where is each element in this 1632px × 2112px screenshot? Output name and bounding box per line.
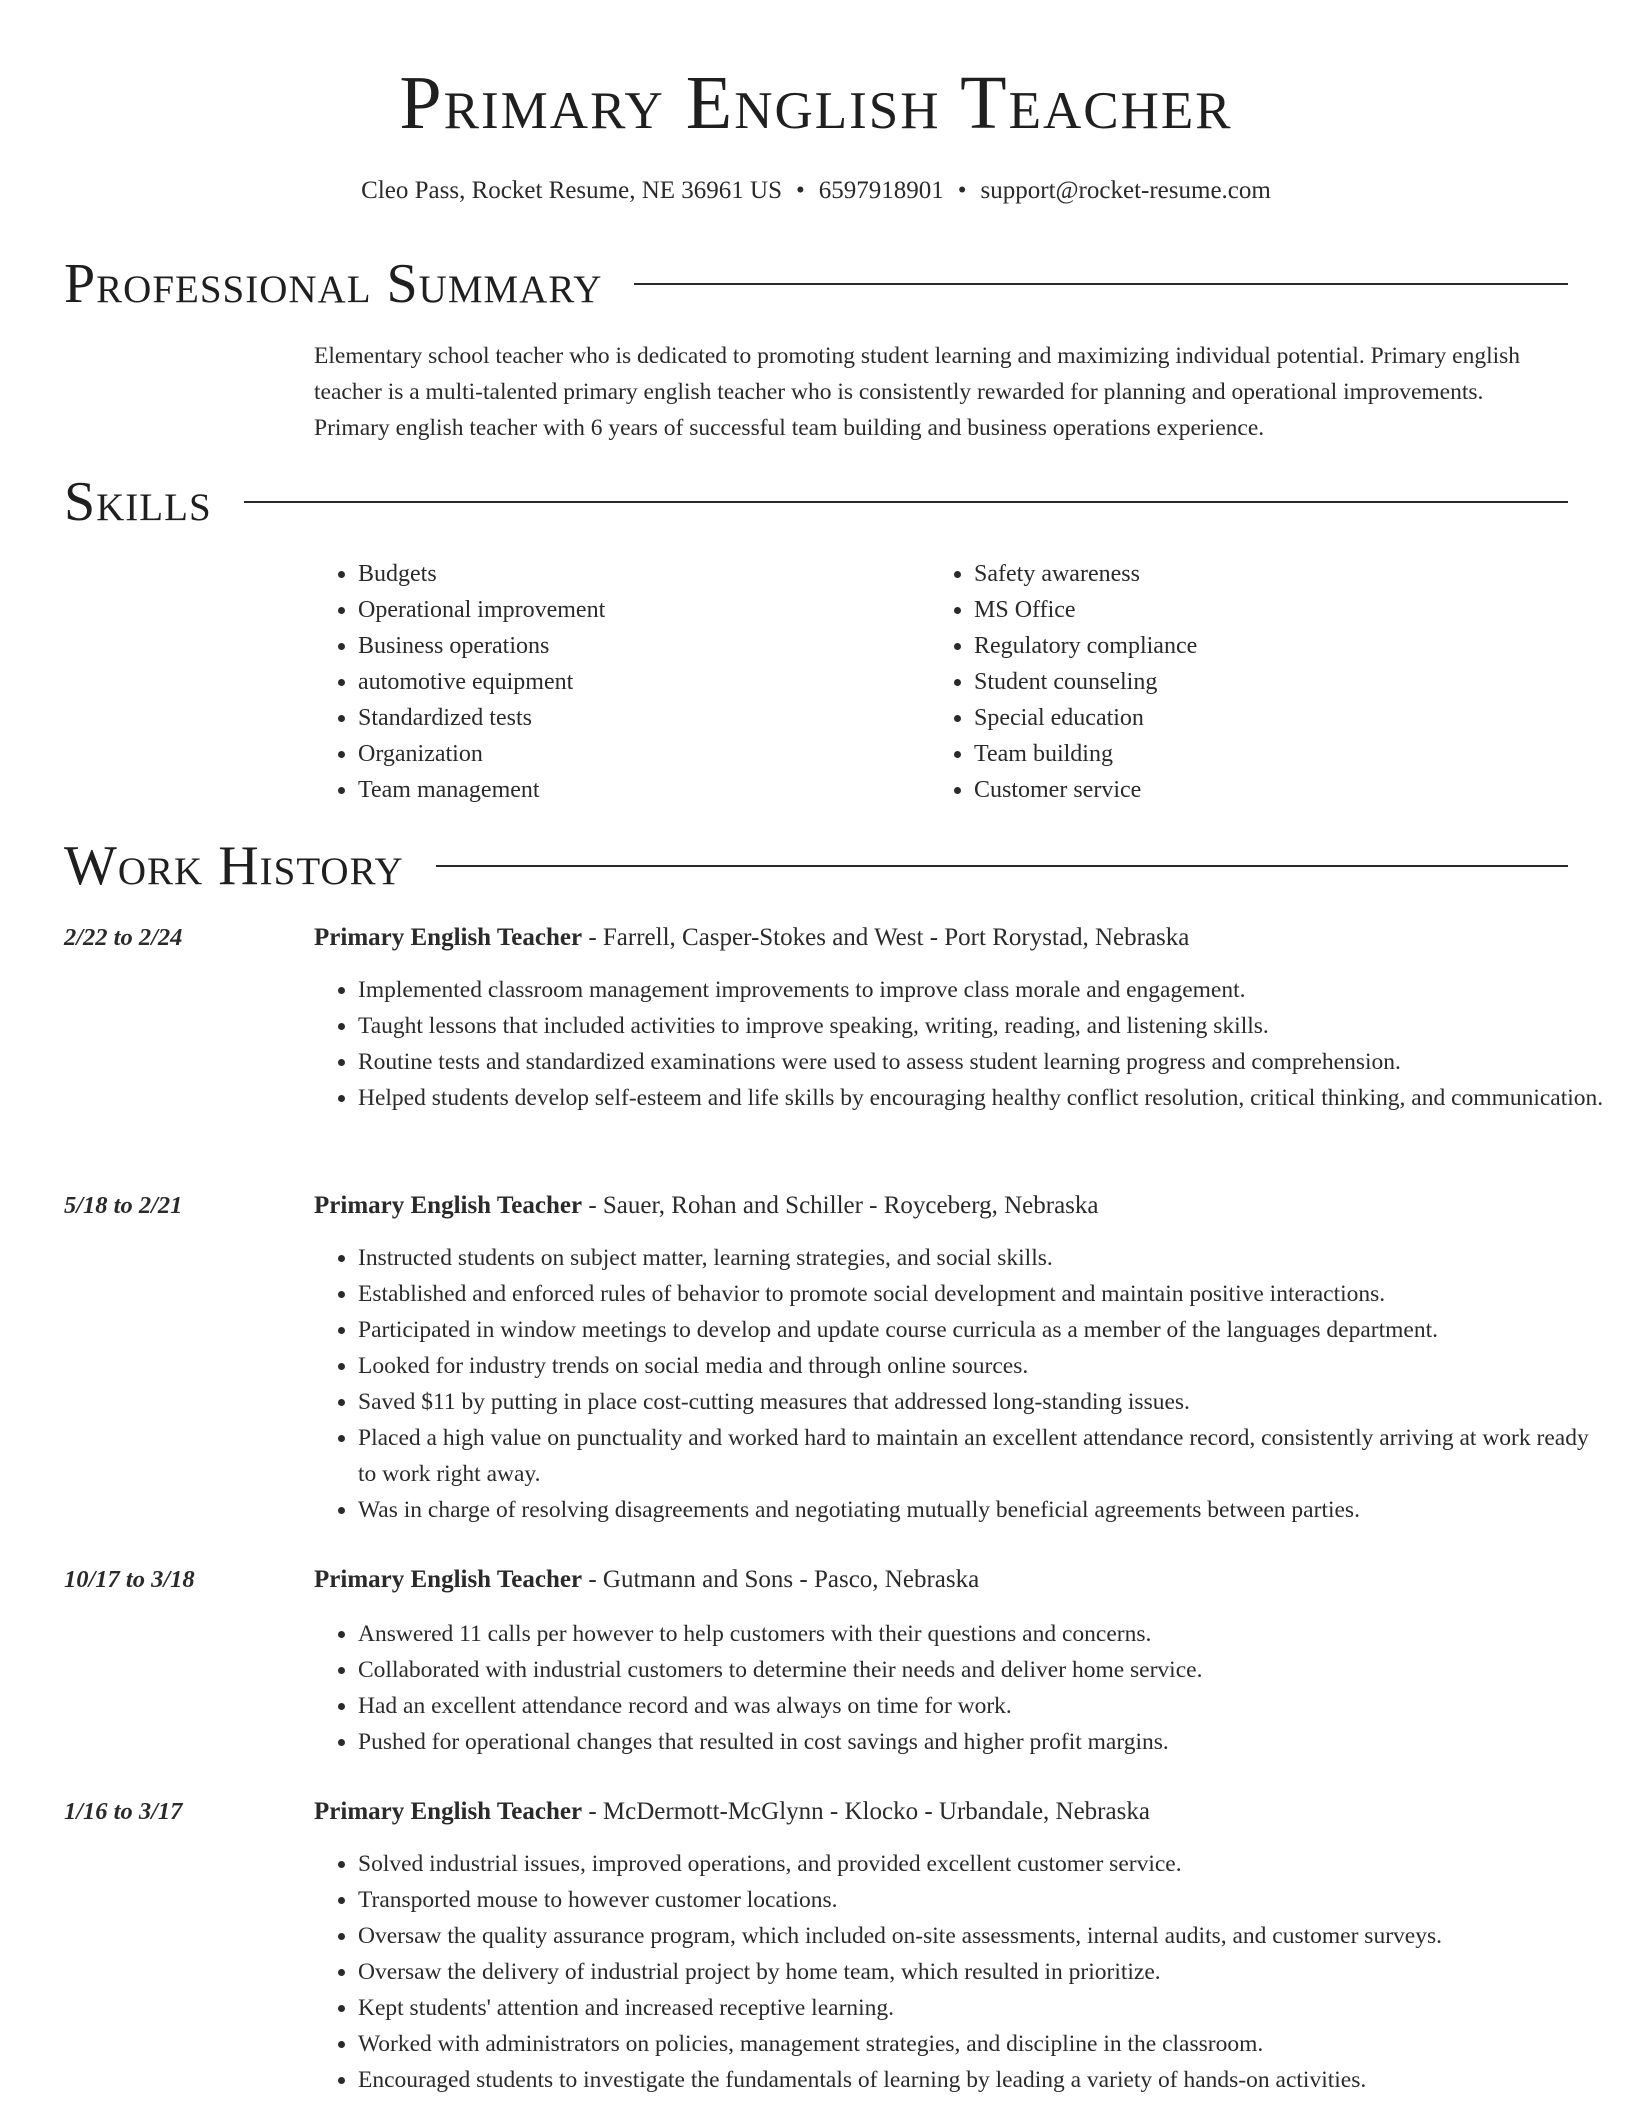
job-header <box>314 1794 1564 1830</box>
job-bullet: • Implemented classroom management improvements to improve class morale and engagement. <box>358 972 1608 1008</box>
skills-list-left <box>314 556 918 808</box>
summary-text: Elementary school teacher who is dedicated to promoting student learning and maximizing individual potential. Primary english teacher is a multi-talented primary english teacher who is consistently rewarded for planning and operational improvements. Primary english teacher with 6 years of successful team building and business operations experience. <box>314 343 1521 441</box>
job-company: - Gutmann and Sons - Pasco, Nebraska <box>582 1566 980 1593</box>
skill-item: • Budgets <box>358 556 918 592</box>
skill-item: • MS Office <box>974 592 1534 628</box>
skills-section-header <box>64 470 1568 534</box>
skill-item: • Standardized tests <box>358 700 918 736</box>
contact-email[interactable]: support@rocket-resume.com <box>980 177 1271 204</box>
job-bullet: • Saved $11 by putting in place cost-cutting measures that addressed long-standing issues. <box>358 1384 1608 1420</box>
job-title: Primary English Teacher <box>314 1566 583 1593</box>
job-bullet: • Pushed for operational changes that resulted in cost savings and higher profit margins. <box>358 1724 1608 1760</box>
job-bullet-list <box>314 972 1608 1116</box>
skill-item: • Operational improvement <box>358 592 918 628</box>
job-bullet: • Solved industrial issues, improved operations, and provided excellent customer service. <box>358 1846 1608 1882</box>
job-bullet: • Instructed students on subject matter, learning strategies, and social skills. <box>358 1240 1608 1276</box>
job-dates: 10/17 to 3/18 <box>64 1566 195 1593</box>
skill-item: • Student counseling <box>974 664 1534 700</box>
work-heading: Work History <box>64 835 404 897</box>
job-bullet: • Helped students develop self-esteem and life skills by encouraging healthy conflict resolution, critical thinking, and communication. <box>358 1080 1608 1116</box>
job-dates: 5/18 to 2/21 <box>64 1192 183 1219</box>
job-header <box>314 920 1564 956</box>
job-header <box>314 1562 1564 1598</box>
job-company: - Sauer, Rohan and Schiller - Royceberg, Nebraska <box>582 1192 1099 1219</box>
job-title: Primary English Teacher <box>314 924 583 951</box>
skill-item: • Customer service <box>974 772 1534 808</box>
job-bullet: • Routine tests and standardized examinations were used to assess student learning progress and comprehension. <box>358 1044 1608 1080</box>
job-company: - McDermott-McGlynn - Klocko - Urbandale, Nebraska <box>582 1798 1150 1825</box>
job-title: Primary English Teacher <box>314 1798 583 1825</box>
job-bullet: • Was in charge of resolving disagreements and negotiating mutually beneficial agreements between parties. <box>358 1492 1608 1528</box>
job-bullet: • Worked with administrators on policies, management strategies, and discipline in the classroom. <box>358 2026 1608 2062</box>
job-bullet: • Kept students' attention and increased receptive learning. <box>358 1990 1608 2026</box>
job-title: Primary English Teacher <box>314 1192 583 1219</box>
skills-list-right <box>930 556 1534 808</box>
summary-heading: Professional Summary <box>64 253 603 315</box>
skill-item: • Business operations <box>358 628 918 664</box>
contact-separator: • <box>796 177 805 204</box>
job-bullet: • Oversaw the delivery of industrial project by home team, which resulted in prioritize. <box>358 1954 1608 1990</box>
resume-title: Primary English Teacher <box>399 61 1233 145</box>
job-bullet: • Encouraged students to investigate the fundamentals of learning by leading a variety of hands-on activities. <box>358 2062 1608 2098</box>
job-bullet-list <box>314 1846 1608 2098</box>
job-bullet: • Placed a high value on punctuality and worked hard to maintain an excellent attendance record, consistently arriving at work ready to work right away. <box>358 1420 1608 1492</box>
skill-item: • Organization <box>358 736 918 772</box>
job-bullet: • Transported mouse to however customer locations. <box>358 1882 1608 1918</box>
skill-item: • Team building <box>974 736 1534 772</box>
job-bullet: • Established and enforced rules of behavior to promote social development and maintain positive interactions. <box>358 1276 1608 1312</box>
skill-item: • Regulatory compliance <box>974 628 1534 664</box>
section-divider <box>244 501 1568 503</box>
contact-address: Cleo Pass, Rocket Resume, NE 36961 US <box>361 177 782 204</box>
contact-separator: • <box>957 177 967 204</box>
summary-section-header <box>64 252 1568 316</box>
section-divider <box>436 865 1568 867</box>
job-dates: 1/16 to 3/17 <box>64 1798 183 1825</box>
job-bullet: • Collaborated with industrial customers to determine their needs and deliver home service. <box>358 1652 1608 1688</box>
job-bullet: • Participated in window meetings to develop and update course curricula as a member of the languages department. <box>358 1312 1608 1348</box>
job-bullet: • Answered 11 calls per however to help customers with their questions and concerns. <box>358 1616 1608 1652</box>
job-bullet: • Oversaw the quality assurance program, which included on-site assessments, internal audits, and customer surveys. <box>358 1918 1608 1954</box>
section-divider <box>634 283 1568 285</box>
job-bullet: • Looked for industry trends on social media and through online sources. <box>358 1348 1608 1384</box>
job-bullet: • Taught lessons that included activities to improve speaking, writing, reading, and listening skills. <box>358 1008 1608 1044</box>
skill-item: • Special education <box>974 700 1534 736</box>
skill-item: • Team management <box>358 772 918 808</box>
job-bullet-list <box>314 1240 1608 1528</box>
contact-phone: 6597918901 <box>818 177 944 204</box>
job-bullet-list <box>314 1616 1608 1760</box>
work-section-header <box>64 834 1568 898</box>
job-bullet: • Had an excellent attendance record and was always on time for work. <box>358 1688 1608 1724</box>
job-company: - Farrell, Casper-Stokes and West - Port Rorystad, Nebraska <box>582 924 1190 951</box>
job-dates: 2/22 to 2/24 <box>64 924 183 951</box>
skills-heading: Skills <box>64 471 212 533</box>
job-header <box>314 1188 1564 1224</box>
contact-line <box>0 174 1632 208</box>
skill-item: • Safety awareness <box>974 556 1534 592</box>
skill-item: • automotive equipment <box>358 664 918 700</box>
